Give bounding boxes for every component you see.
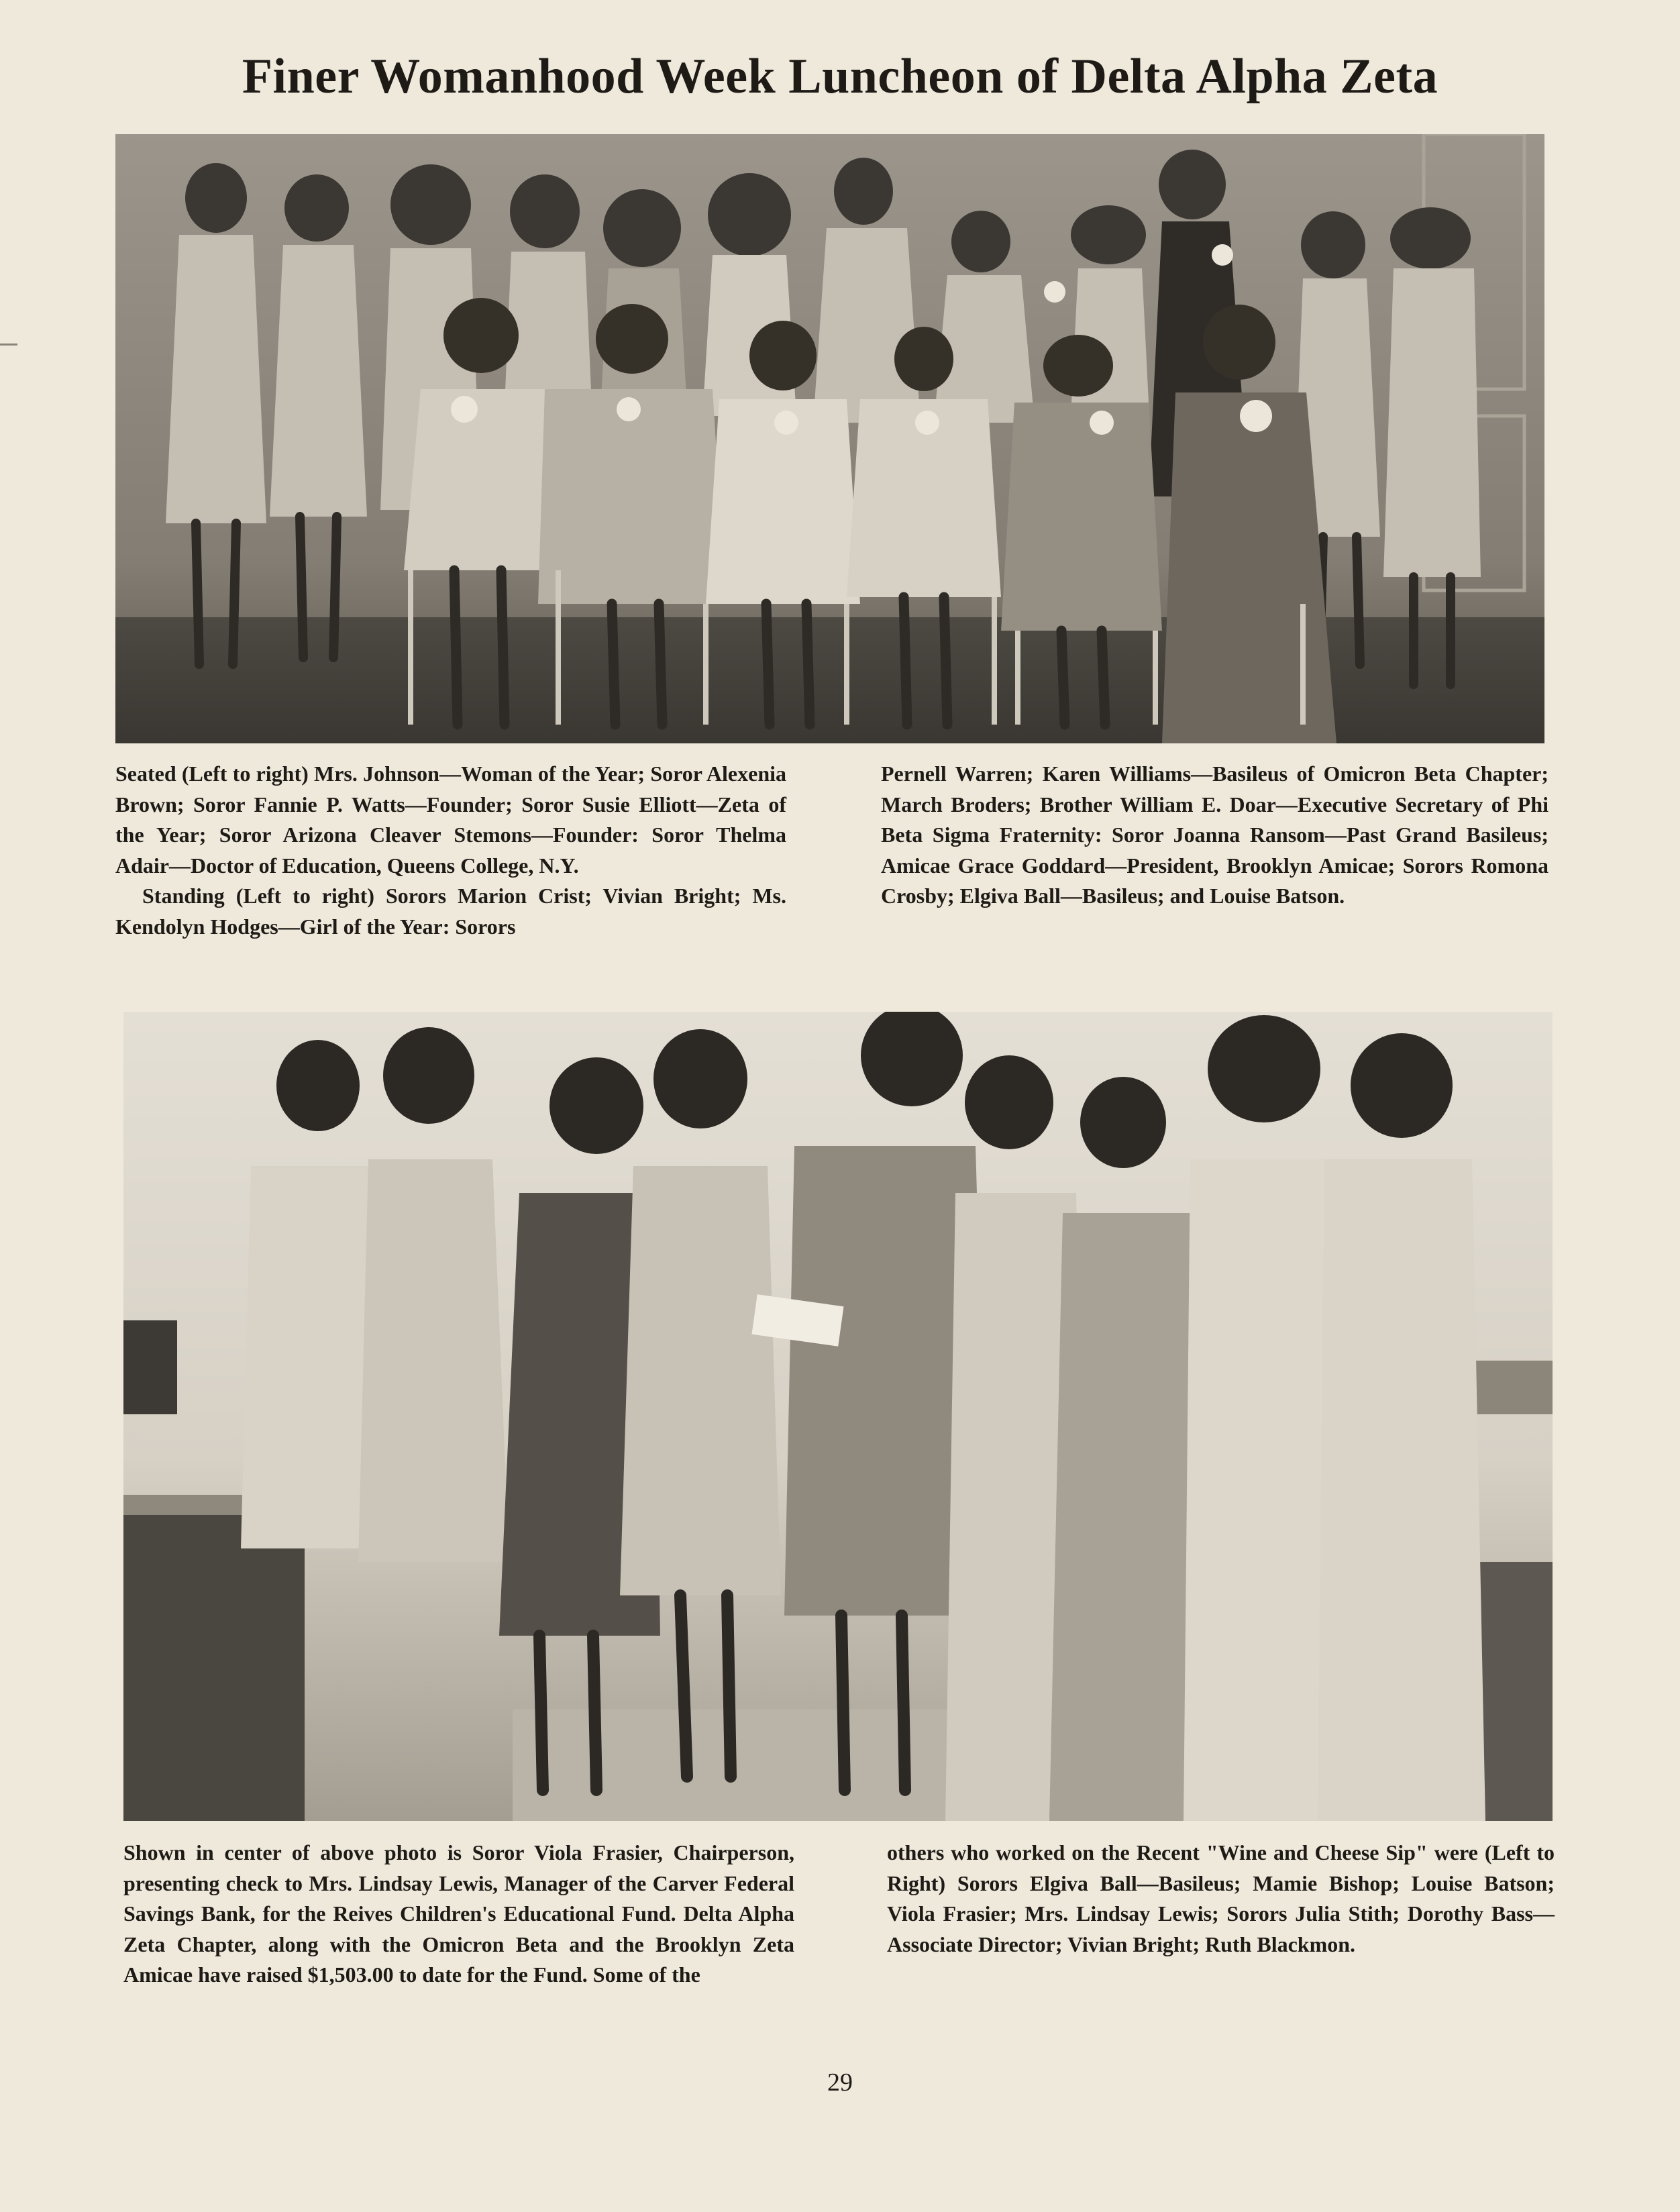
- group-photo-luncheon: [115, 134, 1544, 743]
- photo1-caption-left: [115, 759, 786, 942]
- photo2-caption-right: others who worked on the Recent "Wine and Cheese Sip" were (Left to Right) Sorors Elgiva Ball—Basileus; Mamie Bishop; Louise Batson; Viola Frasier; Mrs. Lindsay Lewis; Sorors Julia Stith; Dorothy Bass—Associate Director; Vivian Bright; Ruth Blackmon.: [887, 1840, 1555, 1956]
- margin-mark: [0, 344, 17, 346]
- standing-names: Standing (Left to right) Sorors Marion Crist; Vivian Bright; Ms. Kendolyn Hodges—Girl of the Year: Sorors: [115, 884, 786, 939]
- page-title: Finer Womanhood Week Luncheon of Delta Alpha Zeta: [242, 49, 1438, 104]
- page-number: 29: [827, 2068, 853, 2097]
- photo2-caption-left: Shown in center of above photo is Soror Viola Frasier, Chairperson, presenting check to Mrs. Lindsay Lewis, Manager of the Carver Federal Savings Bank, for the Reives Children's Educational Fund. Delta Alpha Zeta Chapter, along with the Omicron Beta and the Brooklyn Zeta Amicae have raised $1,503.00 to date for the Fund. Some of the: [123, 1840, 794, 1987]
- group-photo-check-presentation: [123, 1012, 1553, 1821]
- photo1-caption-right: Pernell Warren; Karen Williams—Basileus of Omicron Beta Chapter; March Broders; Brother William E. Doar—Executive Secretary of Phi Beta Sigma Fraternity: Soror Joanna Ransom—Past Grand Basileus; Amicae Grace Goddard—President, Brooklyn Amicae; Sorors Romona Crosby; Elgiva Ball—Basileus; and Louise Batson.: [881, 761, 1548, 908]
- seated-names: Seated (Left to right) Mrs. Johnson—Woman of the Year; Soror Alexenia Brown; Soror Fannie P. Watts—Founder; Soror Susie Elliott—Zeta of the Year; Soror Arizona Cleaver Stemons—Founder: Soror Thelma Adair—Doctor of Education, Queens College, N.Y.: [115, 761, 786, 878]
